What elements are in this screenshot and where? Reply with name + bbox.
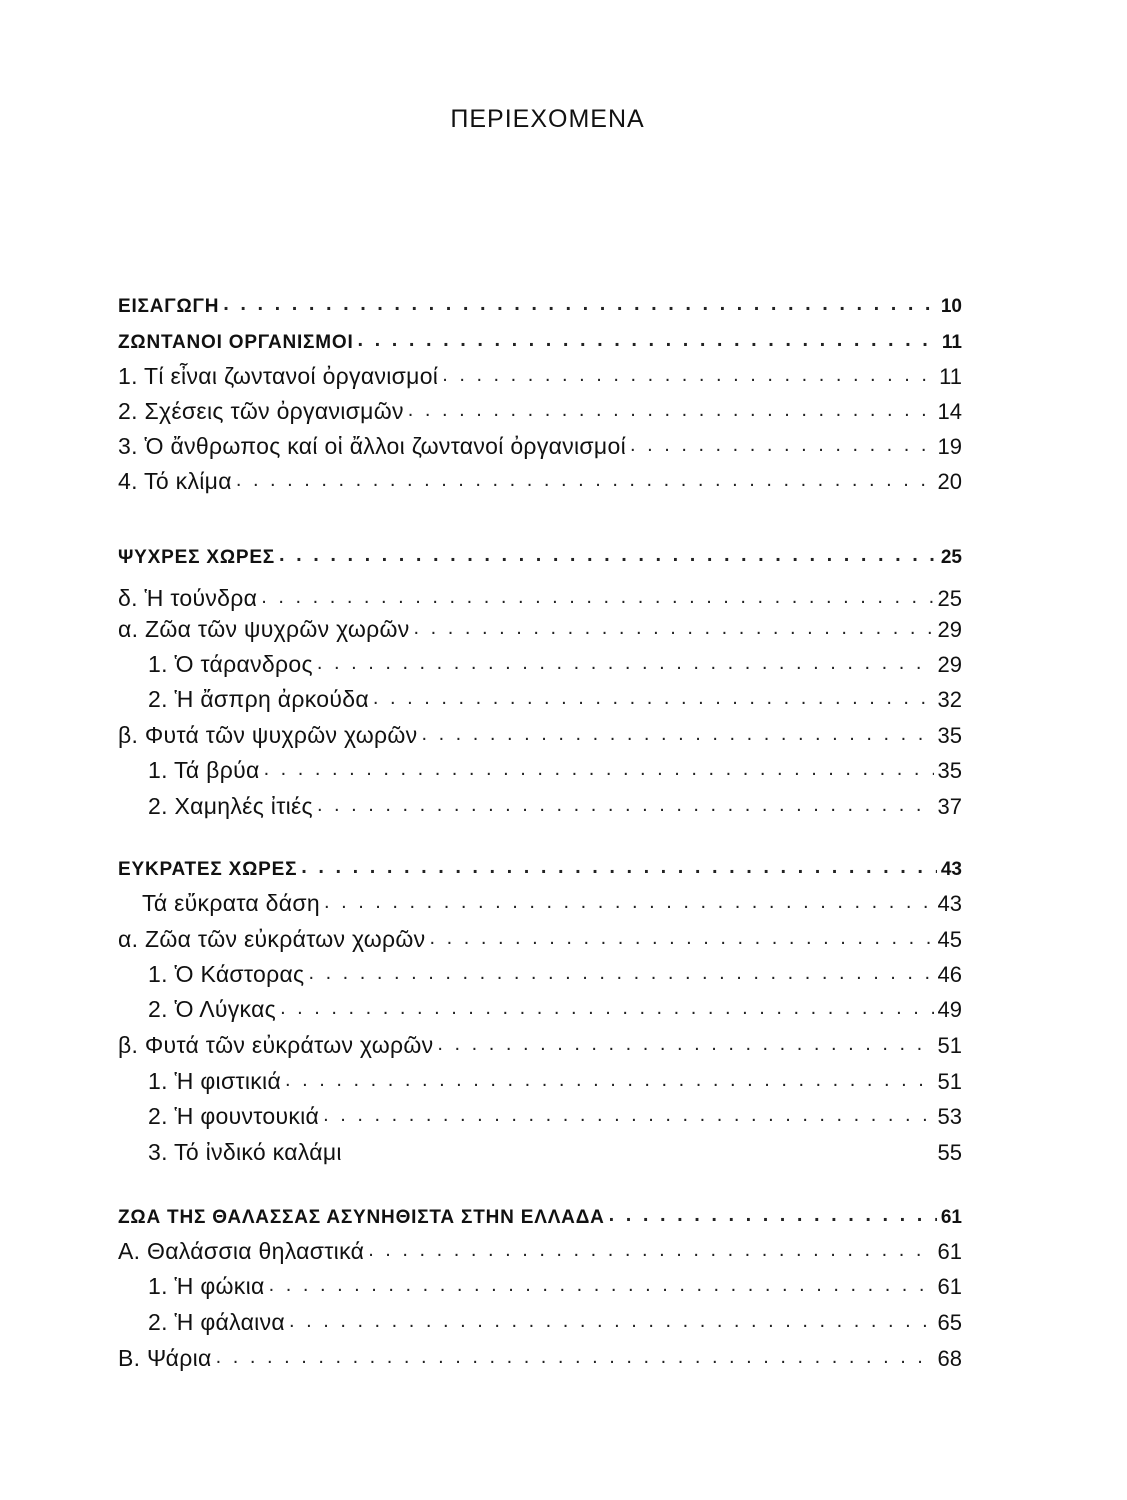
toc-entry-temperate-regions[interactable] <box>118 847 962 881</box>
dot-leader <box>421 724 933 749</box>
dot-leader <box>269 1275 934 1300</box>
toc-entry-page: 61 <box>937 1274 962 1299</box>
dot-leader <box>301 857 937 881</box>
toc-entry-page: 35 <box>937 723 962 748</box>
dot-leader <box>236 470 934 495</box>
toc-entry-title: 3. Ὁ ἄνθρωπος καί οἱ ἄλλοι ζωντανοί ὀργανισμοί <box>118 433 626 459</box>
toc-entry-page: 68 <box>937 1346 962 1371</box>
toc-entry-title: ΖΩΑ ΤΗΣ ΘΑΛΑΣΣΑΣ ΑΣΥΝΗΘΙΣΤΑ ΣΤΗΝ ΕΛΛΑΔΑ <box>118 1207 605 1228</box>
toc-entry-page: 51 <box>937 1033 962 1058</box>
dot-leader <box>408 400 934 425</box>
toc-entry-title: α. Ζῶα τῶν εὐκράτων χωρῶν <box>118 926 426 952</box>
toc-entry-page: 45 <box>937 927 962 952</box>
toc-entry-title: 1. Ὁ τάρανδρος <box>148 651 313 677</box>
toc-entry-page: 61 <box>940 1207 962 1228</box>
dot-leader <box>285 1070 933 1095</box>
toc-entry-title: ΨΥΧΡΕΣ ΧΩΡΕΣ <box>118 547 275 568</box>
dot-leader <box>373 688 934 713</box>
toc-entry-page: 29 <box>937 617 962 642</box>
toc-entry[interactable] <box>118 609 962 643</box>
toc-entry[interactable] <box>118 644 962 678</box>
toc-entry-title: α. Ζῶα τῶν ψυχρῶν χωρῶν <box>118 616 410 642</box>
toc-entry-sea-animals[interactable] <box>118 1195 962 1229</box>
toc-entry-page: 65 <box>937 1310 962 1335</box>
toc-entry-title: δ. Ἡ τούνδρα <box>118 585 258 611</box>
toc-entry-title: 2. Ἡ φουντουκιά <box>148 1103 320 1129</box>
dot-leader <box>429 928 933 953</box>
toc-entry-page: 49 <box>937 997 962 1022</box>
toc-entry-page: 10 <box>940 296 962 317</box>
toc-entry-page: 43 <box>937 891 962 916</box>
toc-entry-title: 1. Ἡ φιστικιά <box>148 1068 282 1094</box>
toc-entry-title: Β. Ψάρια <box>118 1345 212 1371</box>
dot-leader <box>630 435 934 460</box>
toc-entry[interactable] <box>118 1061 962 1095</box>
dot-leader <box>317 795 934 820</box>
dot-leader <box>216 1347 934 1372</box>
toc-entry-title: β. Φυτά τῶν εὐκράτων χωρῶν <box>118 1032 434 1058</box>
toc-entry-title: 4. Τό κλίμα <box>118 468 232 494</box>
dot-leader <box>358 330 938 354</box>
dot-leader <box>317 653 934 678</box>
toc-entry[interactable] <box>118 883 962 917</box>
toc-entry[interactable] <box>118 679 962 713</box>
toc-entry-page: 11 <box>941 332 962 353</box>
toc-entry-page: 61 <box>937 1239 962 1264</box>
toc-entry-page: 43 <box>940 859 962 880</box>
toc-entry-title: ΕΙΣΑΓΩΓΗ <box>118 296 220 317</box>
toc-entry[interactable] <box>118 1132 962 1166</box>
dot-leader <box>280 998 933 1023</box>
toc-entry-title: 3. Τό ἰνδικό καλάμι <box>148 1139 342 1165</box>
dot-leader <box>324 892 934 917</box>
toc-entry-title: 2. Χαμηλές ἰτιές <box>148 793 313 819</box>
dot-leader <box>223 294 937 318</box>
toc-entry[interactable] <box>118 461 962 495</box>
toc-entry-title: 1. Ἡ φώκια <box>148 1273 265 1299</box>
toc-entry[interactable] <box>118 391 962 425</box>
toc-entry[interactable] <box>118 989 962 1023</box>
toc-entry[interactable] <box>118 1302 962 1336</box>
toc-entry[interactable] <box>118 1231 962 1265</box>
page-title: ΠΕΡΙΕΧΟΜΕΝΑ <box>450 104 645 133</box>
toc-entry[interactable] <box>118 919 962 953</box>
toc-entry-page: 19 <box>937 434 962 459</box>
toc-entry[interactable] <box>118 1338 962 1372</box>
toc-entry-title: Α. Θαλάσσια θηλαστικά <box>118 1238 365 1264</box>
dot-leader <box>437 1034 933 1059</box>
toc-entry-title: ΖΩΝΤΑΝΟΙ ΟΡΓΑΝΙΣΜΟΙ <box>118 332 354 353</box>
toc-entry-title: 2. Ὁ Λύγκας <box>148 996 277 1022</box>
toc-entry-title: β. Φυτά τῶν ψυχρῶν χωρῶν <box>118 722 418 748</box>
toc-entry-page: 53 <box>937 1104 962 1129</box>
dot-leader <box>289 1311 934 1336</box>
toc-entry-page: 11 <box>939 364 962 389</box>
toc-entry-page: 32 <box>937 687 962 712</box>
toc-entry-page: 29 <box>937 652 962 677</box>
dot-leader <box>368 1240 933 1265</box>
toc-entry-living-organisms[interactable] <box>118 320 962 354</box>
dot-leader <box>346 1161 918 1166</box>
toc-entry-page: 51 <box>937 1069 962 1094</box>
toc-entry[interactable] <box>118 954 962 988</box>
dot-leader <box>264 759 934 784</box>
toc-entry-page: 14 <box>937 399 962 424</box>
toc-entry[interactable] <box>118 356 962 390</box>
toc-entry-title: 1. Τά βρύα <box>148 757 260 783</box>
toc-entry-title: 1. Τί εἶναι ζωντανοί ὀργανισμοί <box>118 363 439 389</box>
dot-leader <box>323 1105 933 1130</box>
toc-entry-page: 20 <box>937 469 962 494</box>
toc-entry-cold-regions[interactable] <box>118 535 962 569</box>
toc-entry[interactable] <box>118 1025 962 1059</box>
dot-leader <box>414 618 934 643</box>
toc-entry[interactable] <box>118 786 962 820</box>
toc-entry[interactable] <box>118 578 962 612</box>
toc-entry-title: 1. Ὁ Κάστορας <box>148 961 305 987</box>
toc-entry-title: 2. Σχέσεις τῶν ὀργανισμῶν <box>118 398 404 424</box>
dot-leader <box>609 1205 937 1229</box>
dot-leader <box>308 963 933 988</box>
toc-entry-page: 37 <box>937 794 962 819</box>
toc-entry-page: 35 <box>937 758 962 783</box>
toc-entry[interactable] <box>118 715 962 749</box>
dot-leader <box>279 545 937 569</box>
toc-entry-title: 2. Ἡ ἄσπρη ἀρκούδα <box>148 686 369 712</box>
toc-entry-page: 25 <box>940 547 962 568</box>
toc-entry-page: 46 <box>937 962 962 987</box>
toc-entry-introduction[interactable] <box>118 284 962 318</box>
toc-entry-title: 2. Ἡ φάλαινα <box>148 1309 285 1335</box>
toc-entry[interactable] <box>118 1266 962 1300</box>
dot-leader <box>442 365 935 390</box>
toc-entry[interactable] <box>118 1096 962 1130</box>
toc-entry-page: 55 <box>937 1140 962 1165</box>
toc-entry-page: 25 <box>937 586 962 611</box>
toc-entry-title: ΕΥΚΡΑΤΕΣ ΧΩΡΕΣ <box>118 859 298 880</box>
toc-entry[interactable] <box>118 426 962 460</box>
toc-entry[interactable] <box>118 750 962 784</box>
toc-entry-title: Τά εὔκρατα δάση <box>142 890 320 916</box>
